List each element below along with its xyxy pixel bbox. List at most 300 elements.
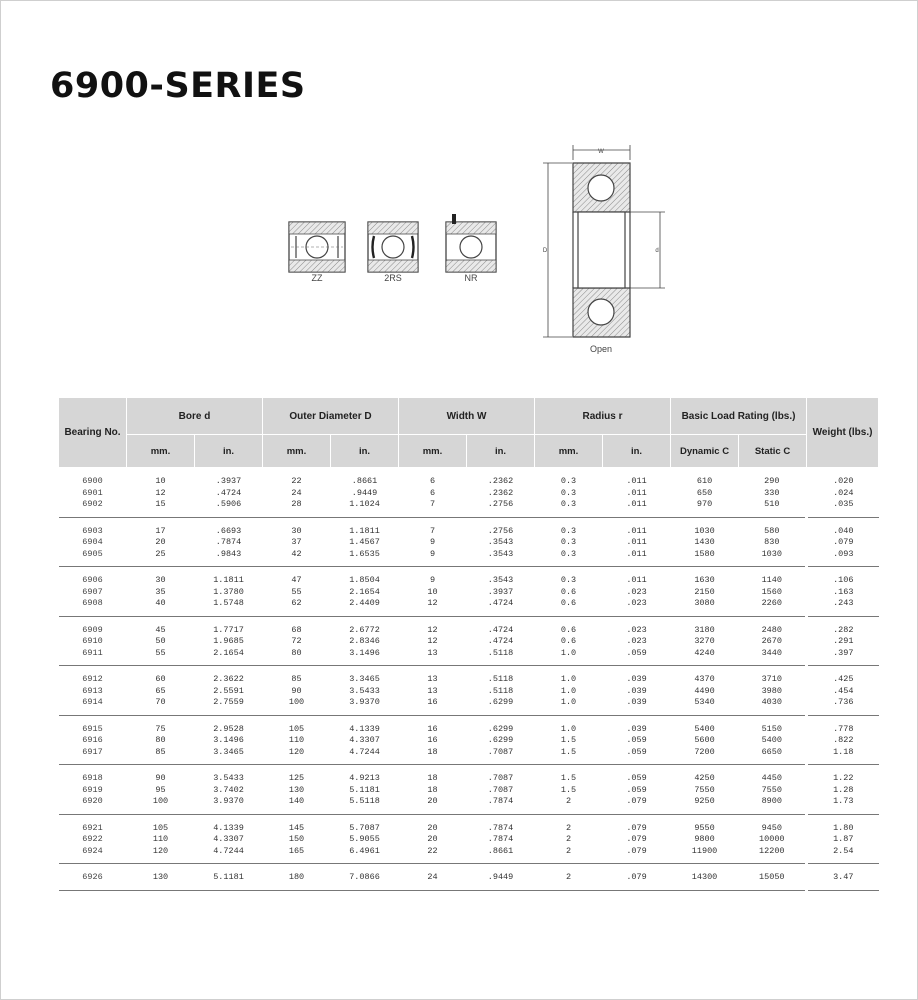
bearing-diagram — [0, 0, 918, 380]
table-cell: 1.5 — [560, 784, 577, 795]
table-cell: 20 — [155, 537, 166, 547]
table-row — [59, 814, 879, 834]
table-cell: 2.8346 — [349, 636, 380, 646]
table-cell: 12 — [155, 487, 166, 498]
table-cell: .736 — [807, 697, 879, 715]
bearing-number-cell: 6914 — [59, 697, 127, 715]
bearing-number-cell: 6904 — [82, 537, 103, 547]
table-cell: 6650 — [739, 747, 807, 765]
bearing-spec-table — [58, 397, 879, 891]
table-row — [59, 846, 879, 864]
table-cell: 3.1496 — [331, 648, 399, 666]
table-cell: 70 — [127, 697, 195, 715]
dim-label-w: W — [598, 149, 604, 155]
table-cell: 7 — [399, 499, 467, 517]
table-cell: 0.3 — [560, 476, 577, 486]
table-cell: 120 — [263, 747, 331, 765]
table-cell: 4.7244 — [195, 846, 263, 864]
table-cell: .3937 — [215, 476, 242, 486]
table-cell: 140 — [263, 796, 331, 814]
table-cell: 5400 — [694, 723, 715, 734]
table-cell: 4.1339 — [349, 723, 380, 734]
table-cell: .079 — [626, 834, 647, 844]
table-cell: 3.3465 — [349, 674, 380, 684]
table-cell: 20 — [427, 834, 438, 844]
table-cell: .3543 — [487, 537, 514, 547]
table-cell: 150 — [288, 834, 305, 844]
table-cell: 30 — [291, 525, 302, 536]
bearing-number-cell: 6911 — [59, 648, 127, 666]
table-cell: 1.0 — [560, 685, 577, 696]
table-row — [59, 549, 879, 567]
table-cell: 130 — [127, 864, 195, 891]
table-cell: 13 — [427, 674, 438, 684]
table-cell: 55 — [291, 586, 302, 597]
table-cell: .282 — [807, 616, 879, 636]
table-cell: 17 — [155, 525, 166, 536]
table-cell: 14300 — [671, 864, 739, 891]
table-cell: .4724 — [487, 624, 514, 635]
table-cell: 11900 — [671, 846, 739, 864]
header-dynamic-c: Dynamic C — [671, 435, 739, 468]
diagram-label-nr: NR — [464, 273, 478, 283]
header-radius-in: in. — [603, 435, 671, 468]
table-cell: 2670 — [761, 636, 782, 646]
table-cell: 1630 — [694, 575, 715, 585]
table-cell: 4.7244 — [331, 747, 399, 765]
table-cell: .011 — [626, 575, 647, 585]
table-cell: 4.3307 — [213, 834, 244, 844]
table-row — [59, 488, 879, 500]
table-cell: .778 — [807, 715, 879, 735]
table-cell: 40 — [127, 598, 195, 616]
table-cell: 6.4961 — [331, 846, 399, 864]
table-cell: 75 — [155, 723, 166, 734]
table-cell: 47 — [291, 575, 302, 585]
table-cell: 16 — [427, 723, 438, 734]
table-cell: .4724 — [215, 487, 242, 498]
table-cell: 20 — [427, 822, 438, 833]
diagram-label-open: Open — [589, 344, 613, 354]
bearing-number-cell: 6909 — [82, 624, 103, 635]
dim-label-d-bore: d — [655, 248, 659, 254]
table-cell: .023 — [626, 636, 647, 646]
bearing-number-cell: 6916 — [82, 735, 103, 745]
table-cell: .079 — [603, 864, 671, 891]
table-cell: 4.3307 — [349, 735, 380, 745]
table-cell: 45 — [155, 624, 166, 635]
table-cell: .8661 — [467, 846, 535, 864]
table-cell: .011 — [626, 525, 647, 536]
table-row — [59, 715, 879, 735]
table-cell: .454 — [807, 686, 879, 698]
table-cell: 18 — [427, 784, 438, 795]
table-cell: 9550 — [694, 822, 715, 833]
table-cell: 2 — [565, 822, 572, 833]
table-cell: 1.1811 — [349, 525, 380, 536]
table-cell: .7874 — [487, 822, 514, 833]
table-cell: 5.7087 — [349, 822, 380, 833]
table-row — [59, 517, 879, 537]
table-cell: .7087 — [487, 784, 514, 795]
table-cell: .5906 — [195, 499, 263, 517]
table-cell: 30 — [155, 575, 166, 585]
table-cell: 3.9370 — [331, 697, 399, 715]
header-load-rating: Basic Load Rating (lbs.) — [671, 398, 807, 435]
table-cell: 2 — [535, 846, 603, 864]
table-cell: .059 — [626, 735, 647, 745]
table-cell: 2.7559 — [195, 697, 263, 715]
table-cell: 85 — [127, 747, 195, 765]
table-cell: 5600 — [694, 735, 715, 745]
table-row — [59, 537, 879, 549]
table-cell: 120 — [127, 846, 195, 864]
table-cell: 42 — [263, 549, 331, 567]
table-cell: 610 — [696, 476, 713, 486]
table-cell: 290 — [764, 476, 780, 486]
table-cell: 6 — [429, 476, 436, 486]
table-cell: 1.0 — [535, 697, 603, 715]
table-cell: 1.0 — [535, 648, 603, 666]
table-cell: 5.1181 — [195, 864, 263, 891]
table-cell: .7087 — [487, 773, 514, 783]
table-cell: 1.5748 — [195, 598, 263, 616]
table-cell: 1.8504 — [349, 575, 380, 585]
table-cell: 3.5433 — [349, 685, 380, 696]
table-cell: .425 — [807, 666, 879, 686]
table-cell: 7550 — [761, 784, 782, 795]
table-cell: 110 — [152, 834, 169, 844]
bearing-number-cell: 6918 — [82, 773, 103, 783]
table-cell: 330 — [764, 487, 780, 498]
table-cell: .059 — [603, 747, 671, 765]
table-cell: .163 — [807, 587, 879, 599]
bearing-number-cell: 6921 — [82, 822, 103, 833]
table-cell: 2.4409 — [331, 598, 399, 616]
table-cell: 2480 — [761, 624, 782, 635]
table-cell: .011 — [603, 499, 671, 517]
table-cell: .4724 — [487, 636, 514, 646]
header-outer-in: in. — [331, 435, 399, 468]
table-cell: 37 — [291, 537, 302, 547]
table-cell: 9800 — [694, 834, 715, 844]
table-cell: 3270 — [694, 636, 715, 646]
table-cell: 1.80 — [807, 814, 879, 834]
table-cell: .011 — [626, 476, 647, 486]
table-cell: .059 — [626, 784, 647, 795]
header-weight: Weight (lbs.) — [807, 398, 879, 468]
page-title: 6900-SERIES — [50, 66, 306, 106]
table-cell: 25 — [127, 549, 195, 567]
table-cell: 16 — [399, 697, 467, 715]
table-cell: .079 — [603, 846, 671, 864]
table-cell: .5118 — [487, 685, 514, 696]
table-cell: 9 — [399, 549, 467, 567]
header-bearing-no: Bearing No. — [59, 398, 127, 468]
table-cell: .291 — [807, 636, 879, 648]
2rs-section-icon — [368, 222, 418, 272]
table-row — [59, 598, 879, 616]
table-cell: 12200 — [739, 846, 807, 864]
table-cell: 7.0866 — [331, 864, 399, 891]
table-cell: .093 — [807, 549, 879, 567]
table-cell: 13 — [427, 685, 438, 696]
bearing-number-cell: 6900 — [82, 476, 103, 486]
table-cell: 2.9528 — [213, 723, 244, 734]
table-cell: 4250 — [694, 773, 715, 783]
table-cell: 105 — [288, 723, 305, 734]
table-cell: .020 — [807, 468, 879, 488]
table-cell: 1.28 — [807, 785, 879, 797]
table-cell: 0.6 — [560, 636, 577, 646]
table-cell: 3.5433 — [213, 773, 244, 783]
table-cell: 0.6 — [560, 586, 577, 597]
table-cell: .243 — [807, 598, 879, 616]
bearing-number-cell: 6903 — [82, 525, 103, 536]
table-cell: 510 — [739, 499, 807, 517]
bearing-number-cell: 6908 — [59, 598, 127, 616]
bearing-number-cell: 6915 — [82, 723, 103, 734]
diagram-label-zz: ZZ — [311, 273, 323, 283]
table-cell: 1.87 — [807, 834, 879, 846]
table-cell: 2.1654 — [195, 648, 263, 666]
table-cell: 2 — [535, 864, 603, 891]
header-radius: Radius r — [535, 398, 671, 435]
table-cell: 4030 — [739, 697, 807, 715]
table-cell: 18 — [399, 747, 467, 765]
table-cell: 1.3780 — [213, 586, 244, 597]
table-cell: 830 — [764, 537, 780, 547]
table-cell: 2 — [535, 796, 603, 814]
table-cell: .6693 — [215, 525, 242, 536]
zz-section-icon — [289, 222, 345, 272]
bearing-number-cell: 6907 — [82, 586, 103, 597]
table-cell: 20 — [399, 796, 467, 814]
table-cell: 3.3465 — [195, 747, 263, 765]
table-cell: .2756 — [467, 499, 535, 517]
table-cell: .040 — [807, 517, 879, 537]
dim-label-d-outer: D — [542, 248, 548, 254]
table-cell: 3.9370 — [195, 796, 263, 814]
table-cell: .397 — [807, 648, 879, 666]
table-cell: 1.7717 — [213, 624, 244, 635]
table-cell: 7200 — [671, 747, 739, 765]
table-cell: .3543 — [487, 575, 514, 585]
table-cell: 24 — [291, 487, 302, 498]
table-cell: .011 — [626, 537, 647, 547]
table-cell: 2.3622 — [213, 674, 244, 684]
header-radius-mm: mm. — [535, 435, 603, 468]
table-cell: 580 — [764, 525, 780, 536]
table-cell: 180 — [263, 864, 331, 891]
table-cell: 85 — [291, 674, 302, 684]
table-cell: 100 — [263, 697, 331, 715]
header-width: Width W — [399, 398, 535, 435]
nr-section-icon — [446, 214, 496, 272]
table-cell: 5.1181 — [349, 784, 380, 795]
table-row — [59, 686, 879, 698]
table-cell: .9449 — [351, 487, 378, 498]
table-row — [59, 499, 879, 517]
table-cell: 55 — [127, 648, 195, 666]
table-cell: 2 — [565, 834, 572, 844]
table-cell: 62 — [263, 598, 331, 616]
table-cell: 3710 — [761, 674, 782, 684]
table-row — [59, 666, 879, 686]
table-cell: .2362 — [487, 487, 514, 498]
table-cell: 0.6 — [535, 598, 603, 616]
table-cell: 22 — [399, 846, 467, 864]
table-cell: 65 — [155, 685, 166, 696]
table-cell: .7874 — [487, 834, 514, 844]
table-cell: .035 — [807, 499, 879, 517]
table-row — [59, 616, 879, 636]
table-cell: 1.5 — [560, 735, 577, 745]
table-cell: 0.3 — [560, 537, 577, 547]
table-cell: 90 — [291, 685, 302, 696]
table-cell: 1.5 — [560, 773, 577, 783]
table-cell: 5150 — [761, 723, 782, 734]
table-cell: 1.9685 — [213, 636, 244, 646]
table-cell: 2.1654 — [349, 586, 380, 597]
table-cell: 1580 — [671, 549, 739, 567]
table-cell: 0.3 — [535, 499, 603, 517]
header-bore-mm: mm. — [127, 435, 195, 468]
table-cell: 5.5118 — [331, 796, 399, 814]
table-cell: 72 — [291, 636, 302, 646]
bearing-number-cell: 6905 — [59, 549, 127, 567]
header-bore: Bore d — [127, 398, 263, 435]
table-cell: 1560 — [761, 586, 782, 597]
table-cell: 22 — [291, 476, 302, 486]
table-cell: 1.5 — [535, 747, 603, 765]
table-cell: 1030 — [694, 525, 715, 536]
table-cell: 10000 — [759, 834, 785, 844]
bearing-number-cell: 6924 — [59, 846, 127, 864]
table-cell: .011 — [626, 487, 647, 498]
bearing-number-cell: 6902 — [59, 499, 127, 517]
table-cell: 1.18 — [807, 747, 879, 765]
table-cell: 80 — [263, 648, 331, 666]
table-cell: .6299 — [487, 735, 514, 745]
table-cell: .039 — [603, 697, 671, 715]
table-cell: 5400 — [761, 735, 782, 745]
table-row — [59, 834, 879, 846]
bearing-number-cell: 6901 — [82, 487, 103, 498]
table-cell: 3.47 — [807, 864, 879, 891]
table-cell: 3.1496 — [213, 735, 244, 745]
table-cell: 28 — [263, 499, 331, 517]
bearing-number-cell: 6912 — [82, 674, 103, 684]
table-cell: 5.9055 — [349, 834, 380, 844]
table-cell: 100 — [127, 796, 195, 814]
table-cell: .9449 — [467, 864, 535, 891]
table-cell: 16 — [427, 735, 438, 745]
table-cell: 18 — [427, 773, 438, 783]
table-cell: 4240 — [671, 648, 739, 666]
table-row — [59, 648, 879, 666]
table-cell: 970 — [671, 499, 739, 517]
diagram-label-2rs: 2RS — [384, 273, 402, 283]
bearing-number-cell: 6919 — [82, 784, 103, 795]
table-cell: 145 — [288, 822, 305, 833]
table-cell: 1030 — [739, 549, 807, 567]
table-cell: 130 — [288, 784, 305, 795]
table-cell: 650 — [696, 487, 713, 498]
header-width-in: in. — [467, 435, 535, 468]
table-cell: 1.73 — [807, 796, 879, 814]
table-cell: 4.9213 — [349, 773, 380, 783]
table-cell: .3937 — [487, 586, 514, 597]
table-row — [59, 864, 879, 891]
table-cell: 0.3 — [560, 487, 577, 498]
table-cell: .059 — [603, 648, 671, 666]
table-cell: 1.6535 — [331, 549, 399, 567]
table-cell: 1.1811 — [213, 575, 244, 585]
table-cell: 50 — [155, 636, 166, 646]
table-cell: .039 — [626, 674, 647, 684]
table-cell: 125 — [288, 773, 305, 783]
header-outer-mm: mm. — [263, 435, 331, 468]
table-cell: 3180 — [694, 624, 715, 635]
table-cell: 13 — [399, 648, 467, 666]
table-cell: 68 — [291, 624, 302, 635]
table-cell: 1.1024 — [331, 499, 399, 517]
table-cell: 165 — [263, 846, 331, 864]
table-cell: 8900 — [739, 796, 807, 814]
table-cell: 95 — [155, 784, 166, 795]
table-cell: 6 — [429, 487, 436, 498]
table-cell: 9 — [429, 537, 436, 547]
table-cell: 2260 — [739, 598, 807, 616]
open-bearing-icon — [543, 145, 665, 337]
table-cell: 1430 — [694, 537, 715, 547]
table-cell: .039 — [626, 723, 647, 734]
table-cell: 90 — [155, 773, 166, 783]
table-cell: .5118 — [487, 674, 514, 684]
table-row — [59, 765, 879, 785]
table-cell: .5118 — [467, 648, 535, 666]
table-cell: .7874 — [215, 537, 242, 547]
table-cell: 4370 — [694, 674, 715, 684]
table-cell: 9450 — [761, 822, 782, 833]
table-cell: 9250 — [671, 796, 739, 814]
table-cell: 12 — [399, 598, 467, 616]
table-cell: .079 — [603, 796, 671, 814]
table-row — [59, 587, 879, 599]
bearing-number-cell: 6926 — [59, 864, 127, 891]
table-cell: 60 — [155, 674, 166, 684]
table-cell: 4490 — [694, 685, 715, 696]
table-row — [59, 796, 879, 814]
table-cell: 2150 — [694, 586, 715, 597]
bearing-number-cell: 6917 — [59, 747, 127, 765]
table-cell: 0.3 — [535, 549, 603, 567]
table-cell: .2756 — [487, 525, 514, 536]
bearing-number-cell: 6906 — [82, 575, 103, 585]
table-cell: .6299 — [467, 697, 535, 715]
table-row — [59, 697, 879, 715]
table-cell: 12 — [427, 624, 438, 635]
table-cell: 5340 — [671, 697, 739, 715]
table-cell: 3.7402 — [213, 784, 244, 795]
table-cell: .106 — [807, 567, 879, 587]
table-cell: 0.3 — [560, 575, 577, 585]
table-cell: .011 — [603, 549, 671, 567]
table-cell: .7087 — [467, 747, 535, 765]
table-cell: 80 — [155, 735, 166, 745]
header-bore-in: in. — [195, 435, 263, 468]
